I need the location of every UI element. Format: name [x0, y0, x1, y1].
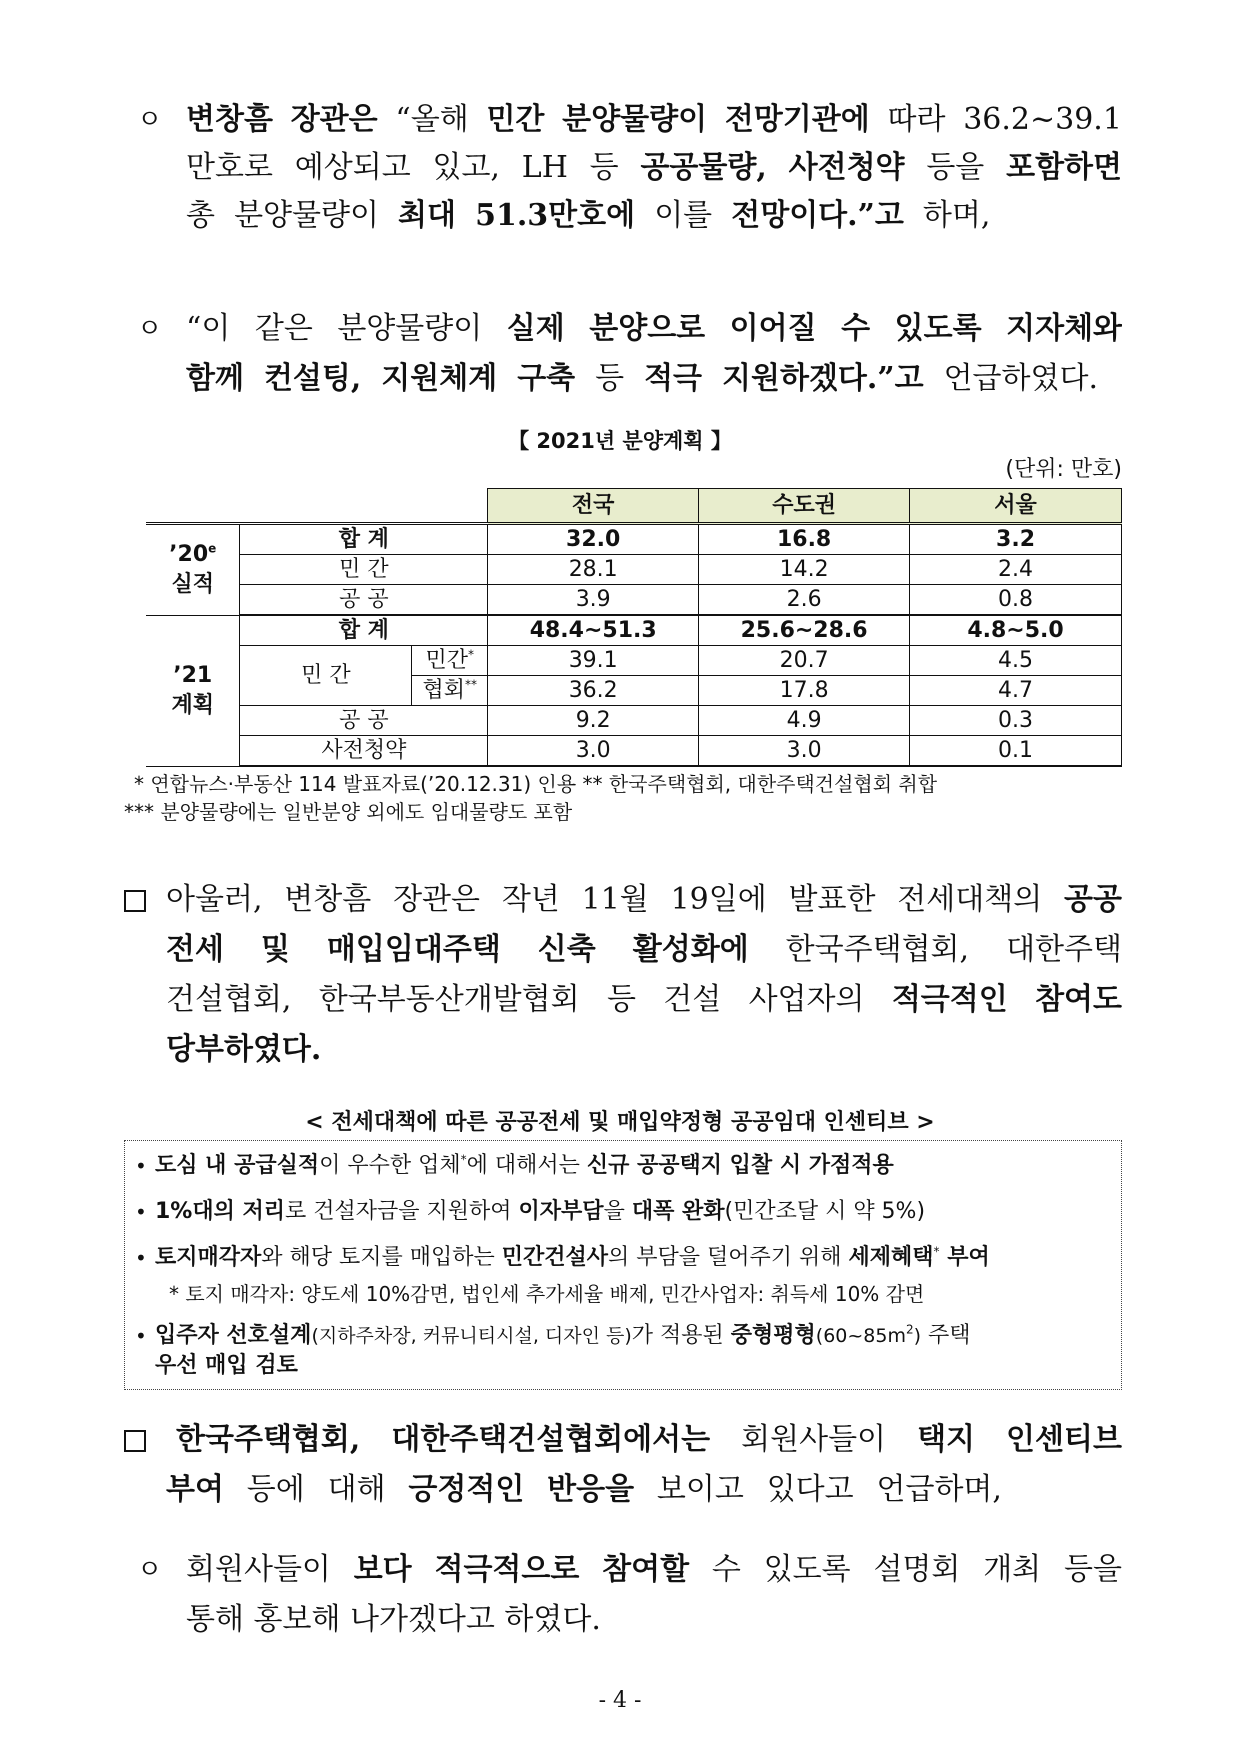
para4-line2: 부여 등에 대해 긍정적인 반응을 보이고 있다고 언급하며,: [166, 1472, 1002, 1507]
table-row: 민 간 28.1 14.2 2.4: [146, 555, 1122, 585]
page-number: - 4 -: [598, 1688, 642, 1713]
circle-bullet: ㅇ: [137, 1555, 163, 1585]
plan-table: [146, 488, 1122, 767]
table-header-row: [146, 489, 1122, 524]
header-capital: 수도권: [699, 489, 910, 524]
row-label-total: 합 계: [240, 524, 488, 555]
row-label-private: 민 간: [240, 555, 488, 585]
incentive-item-3-note: * 토지 매각자: 양도세 10%감면, 법인세 추가세율 배제, 민간사업자: 취득세 10% 감면: [169, 1282, 925, 1306]
para1-line3: 총 분양물량이 최대 51.3만호에 이를 전망이다.”고 하며,: [186, 198, 991, 233]
para5-line1: 회원사들이 보다 적극적으로 참여할 수 있도록 설명회 개최 등을: [186, 1552, 1122, 1587]
row-label-presale: 사전청약: [240, 736, 488, 767]
table-row: ’21 계획 합 계 48.4~51.3 25.6~28.6 4.8~5.0: [146, 615, 1122, 646]
para1-line1: 변창흠 장관은 “올해 민간 분양물량이 전망기관에 따라 36.2~39.1: [186, 102, 1122, 137]
row-label-public: 공 공: [240, 706, 488, 736]
incentive-box: [124, 1140, 1122, 1390]
group-2021-label: ’21 계획: [146, 615, 240, 766]
table-note-1: * 연합뉴스·부동산 114 발표자료(’20.12.31) 인용 ** 한국주택협회, 대한주택건설협회 취합: [134, 772, 938, 796]
table-title: 【 2021년 분양계획 】: [508, 429, 732, 453]
row-label-total: 합 계: [240, 615, 488, 646]
para5-line2: 통해 홍보해 나가겠다고 하였다.: [186, 1602, 601, 1637]
checkbox-square-icon: [124, 890, 146, 912]
circle-bullet: ㅇ: [137, 314, 163, 344]
para4-line1: 한국주택협회, 대한주택건설협회에서는 회원사들이 택지 인센티브: [176, 1422, 1122, 1457]
table-row: 사전청약 3.0 3.0 0.1: [146, 736, 1122, 767]
bullet-dot: •: [135, 1246, 147, 1270]
para2-line2: 함께 컨설팅, 지원체계 구축 등 적극 지원하겠다.”고 언급하였다.: [186, 361, 1098, 396]
header-seoul: 서울: [910, 489, 1122, 524]
checkbox-square-icon: [124, 1430, 146, 1452]
incentive-item-4-line2: 우선 매입 검토: [155, 1353, 298, 1378]
para1-line2: 만호로 예상되고 있고, LH 등 공공물량, 사전청약 등을 포함하면: [186, 150, 1122, 185]
para2-line1: “이 같은 분양물량이 실제 분양으로 이어질 수 있도록 지자체와: [186, 311, 1122, 346]
group-2020-label: ’20e 실적: [146, 524, 240, 616]
table-row: 민 간 민간* 39.1 20.7 4.5: [146, 646, 1122, 676]
table-unit: (단위: 만호): [1005, 457, 1122, 482]
header-blank: [146, 489, 488, 524]
para3-line1: 아울러, 변창흠 장관은 작년 11월 19일에 발표한 전세대책의 공공: [166, 882, 1122, 917]
row-label-private: 민 간: [240, 646, 412, 706]
incentive-item-1: 도심 내 공급실적이 우수한 업체*에 대해서는 신규 공공택지 입찰 시 가점적용: [155, 1152, 894, 1178]
table-note-2: *** 분양물량에는 일반분양 외에도 임대물량도 포함: [124, 800, 573, 824]
sub-label-private: 민간*: [412, 646, 488, 676]
table-row: 공 공 9.2 4.9 0.3: [146, 706, 1122, 736]
bullet-dot: •: [135, 1200, 147, 1224]
incentive-title: < 전세대책에 따른 공공전세 및 매입약정형 공공임대 인센티브 >: [305, 1110, 935, 1135]
row-label-public: 공 공: [240, 585, 488, 616]
para3-line3: 건설협회, 한국부동산개발협회 등 건설 사업자의 적극적인 참여도: [166, 982, 1122, 1017]
table-row: ’20e 실적 합 계 32.0 16.8 3.2: [146, 524, 1122, 555]
table-row: 공 공 3.9 2.6 0.8: [146, 585, 1122, 616]
header-nation: 전국: [488, 489, 699, 524]
bullet-dot: •: [135, 1154, 147, 1178]
incentive-item-2: 1%대의 저리로 건설자금을 지원하여 이자부담을 대폭 완화(민간조달 시 약 5%): [155, 1199, 926, 1224]
table-row: 협회** 36.2 17.8 4.7: [146, 676, 1122, 706]
sub-label-association: 협회**: [412, 676, 488, 706]
bullet-dot: •: [135, 1324, 147, 1348]
incentive-item-4: 입주자 선호설계(지하주차장, 커뮤니티시설, 디자인 등)가 적용된 중형평형$(60\sim 85m^2)$ 주택: [155, 1322, 971, 1348]
para3-line4: 당부하였다.: [166, 1032, 322, 1067]
circle-bullet: ㅇ: [137, 105, 163, 135]
para3-line2: 전세 및 매입임대주택 신축 활성화에 한국주택협회, 대한주택: [166, 932, 1122, 967]
incentive-item-3: 토지매각자와 해당 토지를 매입하는 민간건설사의 부담을 덜어주기 위해 세제혜택* 부여: [155, 1244, 990, 1270]
